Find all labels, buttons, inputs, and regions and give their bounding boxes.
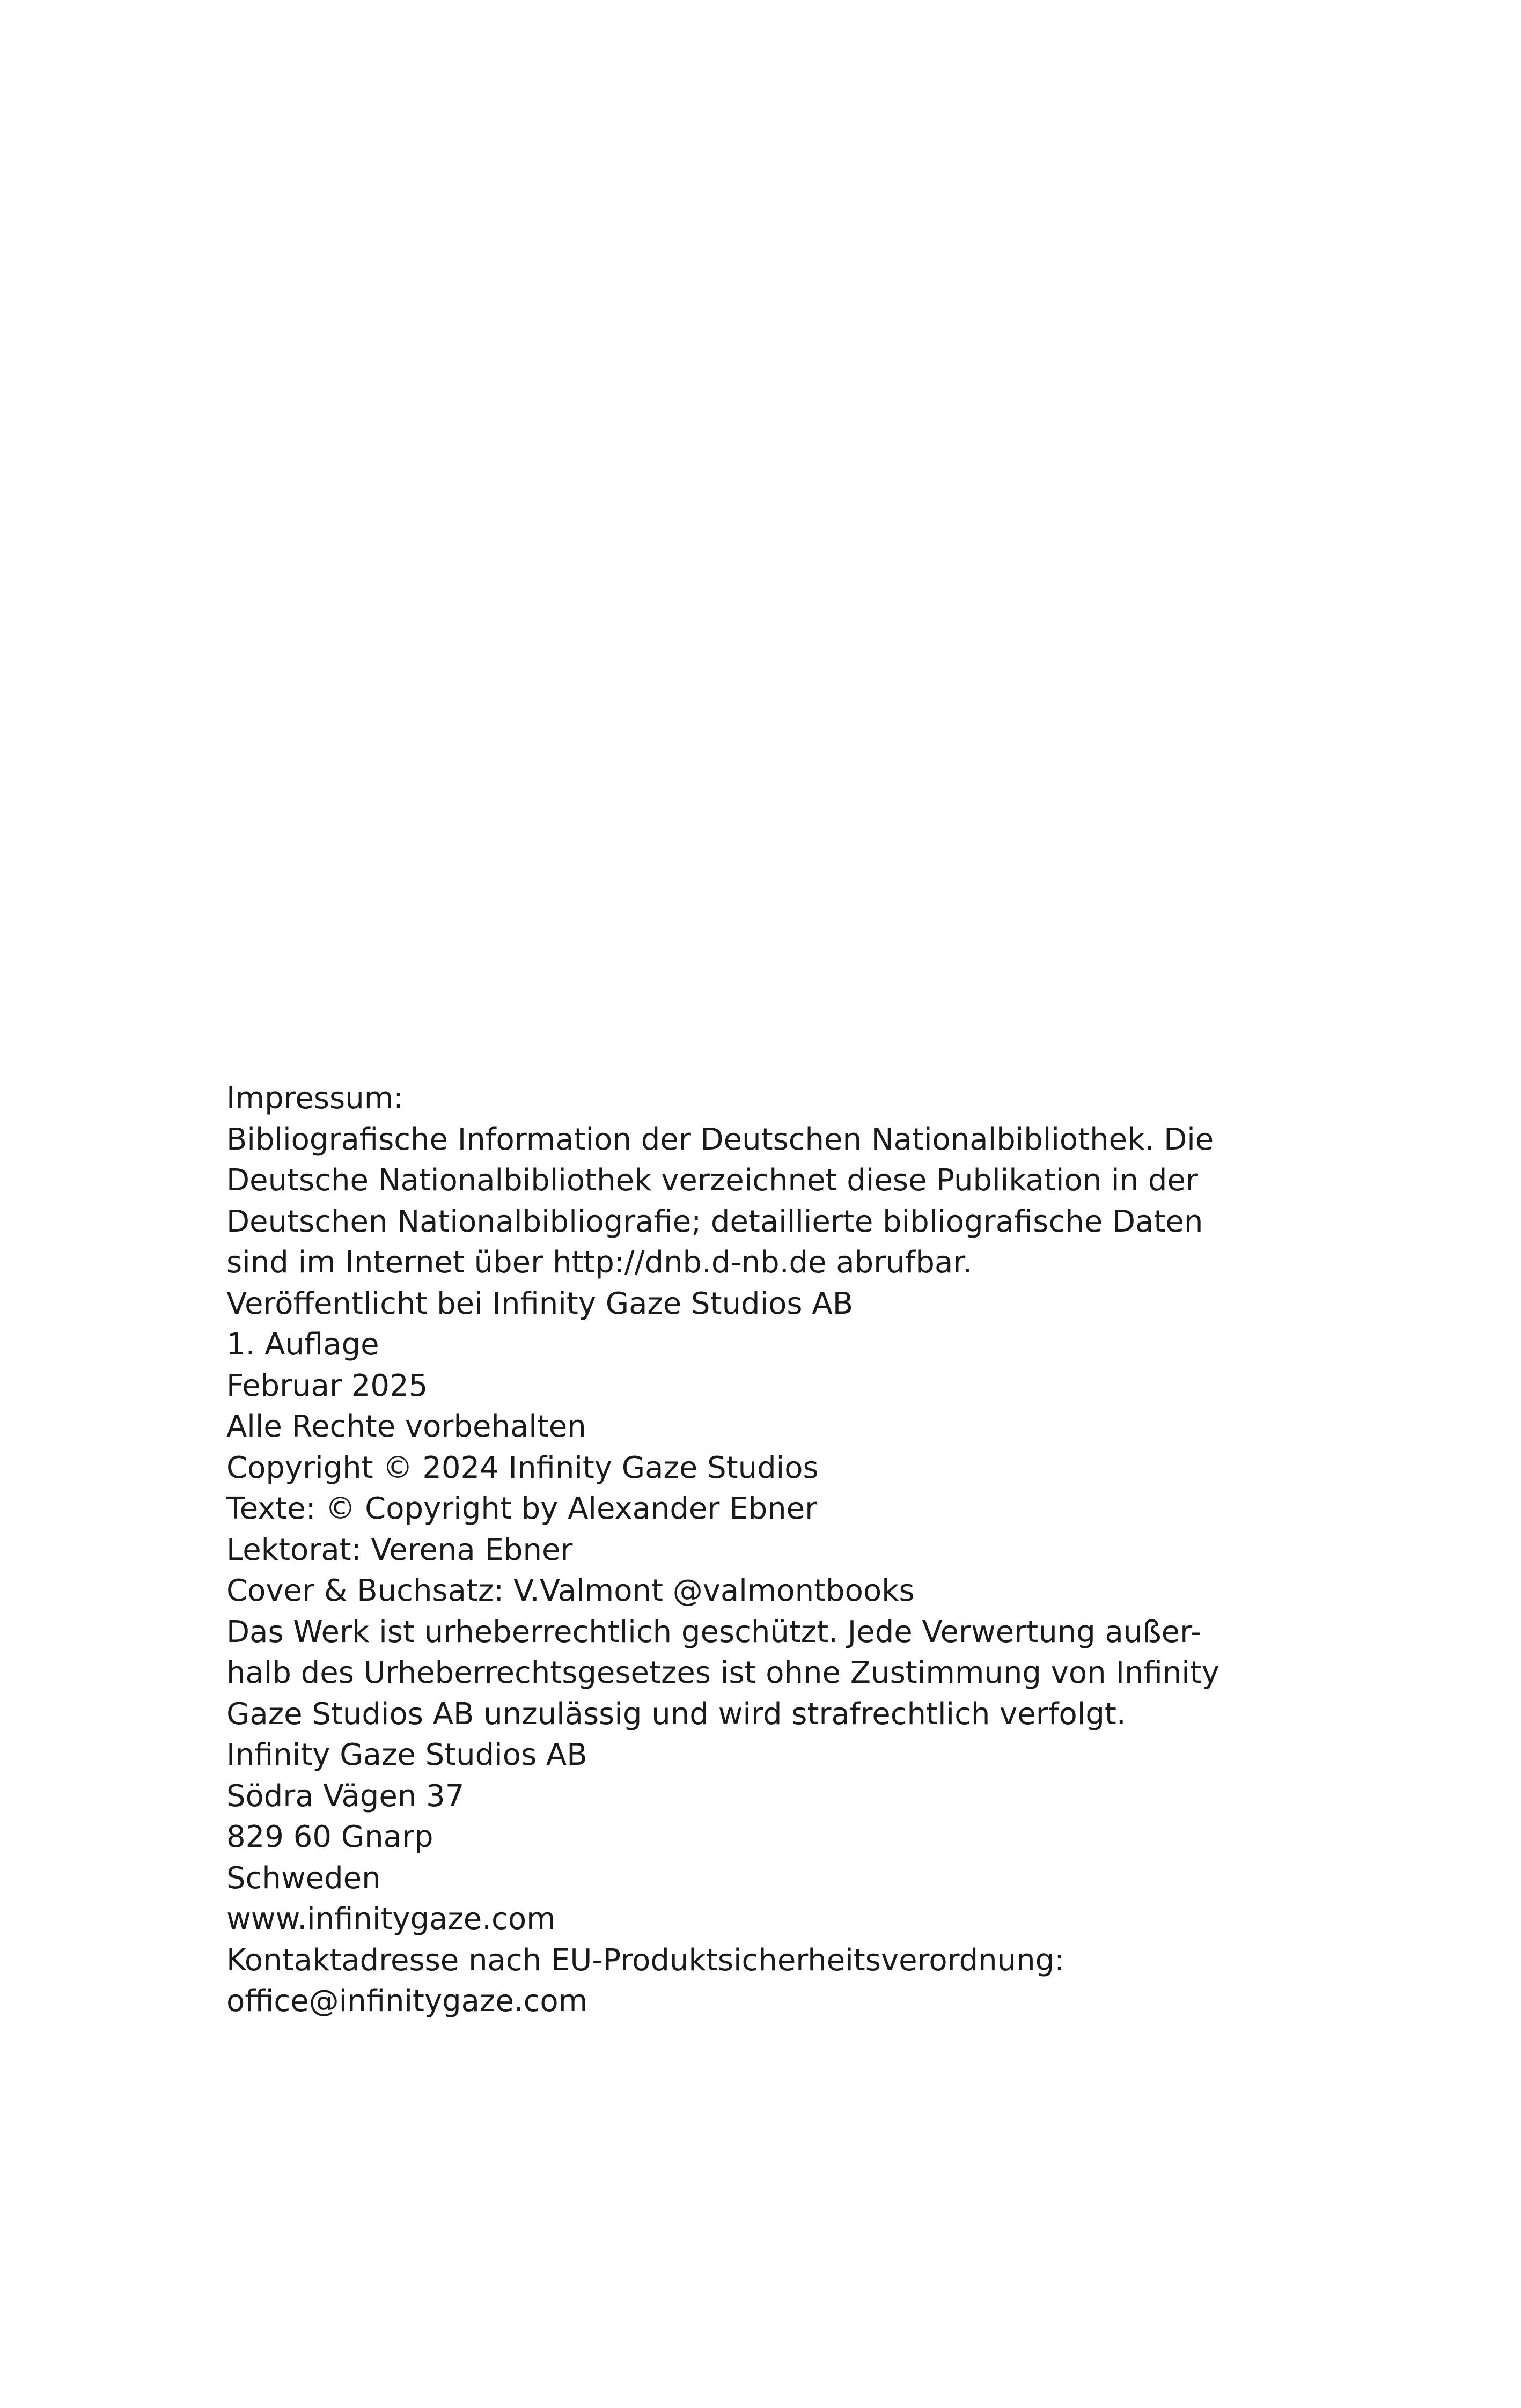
contact-label: Kontaktadresse nach EU-Produktsicherheitsverordnung: xyxy=(226,1942,1065,1978)
imprint-block xyxy=(226,1078,1299,2022)
biblio-line-1: Bibliografische Information der Deutschen Nationalbibliothek. Die xyxy=(226,1122,1214,1157)
texts-credit: Texte: © Copyright by Alexander Ebner xyxy=(226,1491,818,1526)
contact-email: office@infinitygaze.com xyxy=(226,1984,588,2019)
address-country: Schweden xyxy=(226,1860,381,1896)
copyright-notice: Copyright © 2024 Infinity Gaze Studios xyxy=(226,1450,819,1485)
biblio-line-4: sind im Internet über http://dnb.d-nb.de abrufbar. xyxy=(226,1245,972,1280)
biblio-line-2: Deutsche Nationalbibliothek verzeichnet diese Publikation in der xyxy=(226,1163,1198,1198)
address-street: Södra Vägen 37 xyxy=(226,1778,465,1814)
legal-line-1: Das Werk ist urheberrechtlich geschützt. Jede Verwertung außer- xyxy=(226,1614,1201,1649)
address-company: Infinity Gaze Studios AB xyxy=(226,1737,587,1772)
address-city: 829 60 Gnarp xyxy=(226,1820,433,1854)
cover-credit: Cover & Buchsatz: V.Valmont @valmontbooks xyxy=(226,1573,915,1608)
editing-credit: Lektorat: Verena Ebner xyxy=(226,1532,573,1567)
biblio-line-3: Deutschen Nationalbibliografie; detaillierte bibliografische Daten xyxy=(226,1204,1203,1239)
rights-notice: Alle Rechte vorbehalten xyxy=(226,1409,586,1444)
published-by: Veröffentlicht bei Infinity Gaze Studios AB xyxy=(226,1286,854,1321)
website-link: www.infinitygaze.com xyxy=(226,1902,556,1936)
legal-line-2: halb des Urheberrechtsgesetzes ist ohne Zustimmung von Infinity xyxy=(226,1655,1219,1690)
legal-line-3: Gaze Studios AB unzulässig und wird strafrechtlich verfolgt. xyxy=(226,1696,1126,1732)
publication-date: Februar 2025 xyxy=(226,1368,428,1403)
imprint-heading: Impressum: xyxy=(226,1081,404,1116)
edition: 1. Auflage xyxy=(226,1327,379,1362)
